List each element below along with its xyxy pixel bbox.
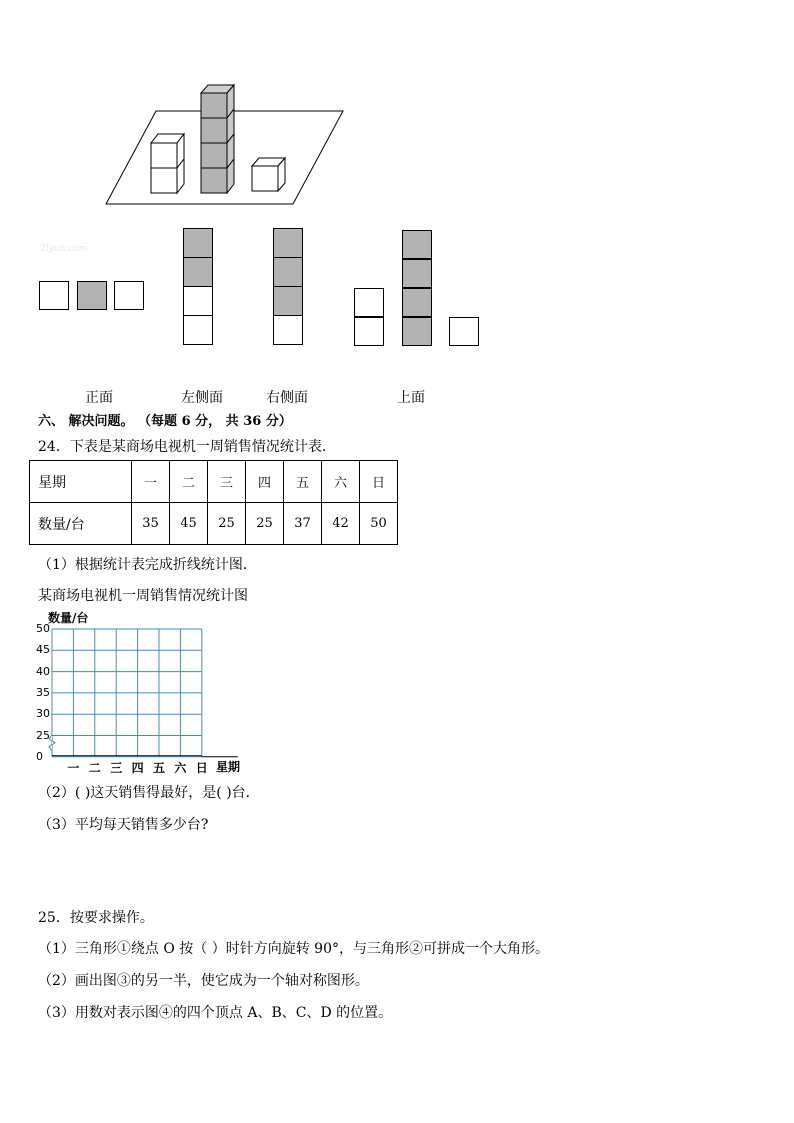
right-square-4 [273, 315, 303, 345]
y-tick-label: 30 [36, 707, 50, 721]
table-cell-day: 一 [132, 461, 170, 503]
table-cell-day: 三 [208, 461, 246, 503]
line-chart [30, 606, 260, 776]
left-square-1 [183, 228, 213, 258]
table-cell-day: 四 [246, 461, 284, 503]
table-row [30, 461, 398, 503]
x-tick-label: 一 [67, 760, 80, 775]
label-left: 左侧面 [181, 390, 223, 406]
cube-single [252, 158, 285, 191]
table-cell-value: 42 [322, 503, 360, 545]
q24-title: 24．下表是某商场电视机一周销售情况统计表． [38, 439, 336, 455]
front-square-3 [114, 281, 144, 310]
front-square-1 [39, 281, 69, 310]
x-tick-label: 四 [131, 760, 144, 775]
q25-part2: （2）画出图③的另一半，使它成为一个轴对称图形。 [38, 973, 369, 989]
left-square-2 [183, 257, 213, 287]
y-tick-label: 0 [36, 749, 43, 763]
table-cell-value: 25 [246, 503, 284, 545]
label-top: 上面 [397, 390, 425, 406]
table-cell-day: 二 [170, 461, 208, 503]
chart-title: 某商场电视机一周销售情况统计图 [38, 588, 248, 604]
table-cell-day: 日 [360, 461, 398, 503]
y-tick-label: 40 [36, 664, 50, 678]
cube-stack-tall [201, 85, 234, 193]
label-front: 正面 [85, 390, 113, 406]
table-header-count: 数量/台 [30, 503, 132, 545]
y-tick-label: 50 [36, 622, 50, 635]
y-tick-label: 25 [36, 728, 50, 742]
table-header-day: 星期 [30, 461, 132, 503]
x-tick-label: 日 [195, 760, 208, 775]
right-square-2 [273, 257, 303, 287]
top-square-3 [402, 230, 432, 259]
table-cell-value: 37 [284, 503, 322, 545]
right-square-1 [273, 228, 303, 258]
q25-part1: （1）三角形①绕点 O 按（ ）时针方向旋转 90°，与三角形②可拼成一个大角形。 [38, 941, 549, 957]
table-cell-value: 35 [132, 503, 170, 545]
cube-arrangement-figure [100, 80, 350, 210]
x-tick-label: 三 [110, 760, 123, 775]
q25-title: 25．按要求操作。 [38, 910, 154, 926]
top-square-5 [402, 288, 432, 317]
q24-part1: （1）根据统计表完成折线统计图． [38, 557, 257, 573]
chart-grid[interactable] [30, 606, 260, 776]
cube-stack-left [151, 134, 184, 193]
section-heading: 六、 解决问题。 （每题 6 分， 共 36 分） [38, 414, 292, 429]
label-right: 右侧面 [266, 390, 308, 406]
table-cell-day: 六 [322, 461, 360, 503]
x-tick-label: 六 [174, 760, 187, 775]
front-square-2 [77, 281, 107, 310]
left-square-3 [183, 286, 213, 316]
top-square-7 [449, 317, 479, 346]
table-cell-value: 50 [360, 503, 398, 545]
y-tick-label: 45 [36, 643, 50, 657]
table-cell-value: 25 [208, 503, 246, 545]
y-tick-label: 35 [36, 685, 50, 699]
x-tick-label: 二 [88, 760, 101, 775]
top-square-4 [402, 259, 432, 288]
q24-part3: （3）平均每天销售多少台? [38, 817, 209, 833]
right-square-3 [273, 286, 303, 316]
top-square-2 [354, 317, 384, 346]
table-row [30, 503, 398, 545]
left-square-4 [183, 315, 213, 345]
table-cell-day: 五 [284, 461, 322, 503]
watermark: 2lyun.com [40, 244, 88, 254]
table-cell-value: 45 [170, 503, 208, 545]
x-tick-label: 五 [153, 760, 166, 775]
sales-table [29, 460, 398, 545]
q24-part2: （2）( )这天销售得最好，是( )台． [38, 785, 260, 801]
top-square-1 [354, 288, 384, 317]
top-square-6 [402, 317, 432, 346]
chart-ylabel: 数量/台 [48, 611, 89, 625]
chart-xlabel: 星期 [216, 760, 241, 774]
q25-part3: （3）用数对表示图④的四个顶点 A、B、C、D 的位置。 [38, 1005, 393, 1021]
